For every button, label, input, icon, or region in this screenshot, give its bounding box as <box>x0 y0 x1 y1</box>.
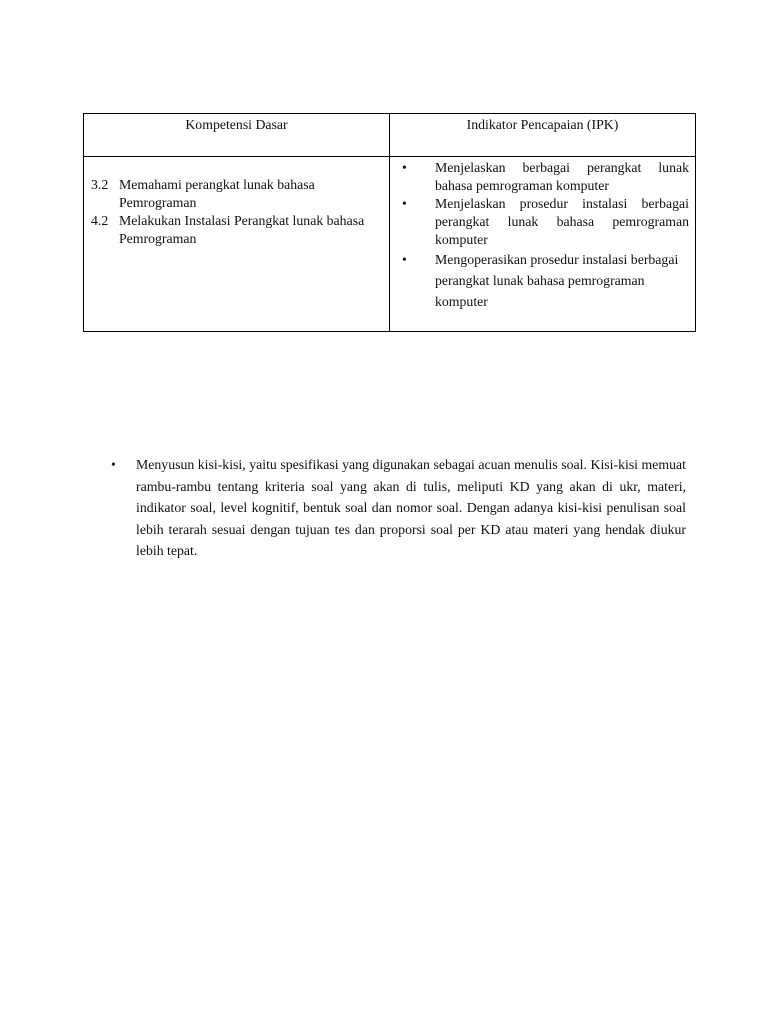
indikator-text: Mengoperasikan prosedur instalasi berbagai perangkat lunak bahasa pemrograman komputer <box>435 252 679 309</box>
kd-number: 3.2 <box>91 177 109 192</box>
bullet-icon: • <box>111 457 116 472</box>
header-indikator: Indikator Pencapaian (IPK) <box>390 114 696 157</box>
kd-number: 4.2 <box>91 213 109 228</box>
header-kompetensi-dasar: Kompetensi Dasar <box>84 114 390 157</box>
competency-table <box>83 113 696 332</box>
indikator-cell <box>390 157 696 332</box>
bullet-icon: • <box>402 252 407 267</box>
indikator-item <box>398 249 689 312</box>
table-header-row <box>84 114 696 157</box>
kd-item <box>91 212 383 248</box>
kd-text: Melakukan Instalasi Perangkat lunak bahasa Pemrograman <box>119 213 365 246</box>
indikator-list <box>398 159 689 312</box>
kd-item <box>91 176 383 212</box>
bullet-icon: • <box>402 196 407 211</box>
kd-text: Memahami perangkat lunak bahasa Pemrograman <box>119 177 315 210</box>
indikator-item <box>398 159 689 195</box>
bullet-icon: • <box>402 160 407 175</box>
paragraph-text: Menyusun kisi-kisi, yaitu spesifikasi yang digunakan sebagai acuan menulis soal. Kisi-kisi memuat rambu-rambu tentang kriteria soal yang akan di tulis, meliputi KD yang akan di ukr, materi, indikator soal, level kognitif, bentuk soal dan nomor soal. Dengan adanya kisi-kisi penulisan soal lebih terarah sesuai dengan tujuan tes dan proporsi soal per KD atau materi yang hendak diukur lebih tepat. <box>136 457 686 558</box>
body-paragraph <box>108 454 686 562</box>
kompetensi-dasar-cell <box>84 157 390 332</box>
indikator-text: Menjelaskan berbagai perangkat lunak bahasa pemrograman komputer <box>435 160 689 193</box>
indikator-text: Menjelaskan prosedur instalasi berbagai perangkat lunak bahasa pemrograman komputer <box>435 196 689 247</box>
indikator-item <box>398 195 689 249</box>
table-body-row <box>84 157 696 332</box>
